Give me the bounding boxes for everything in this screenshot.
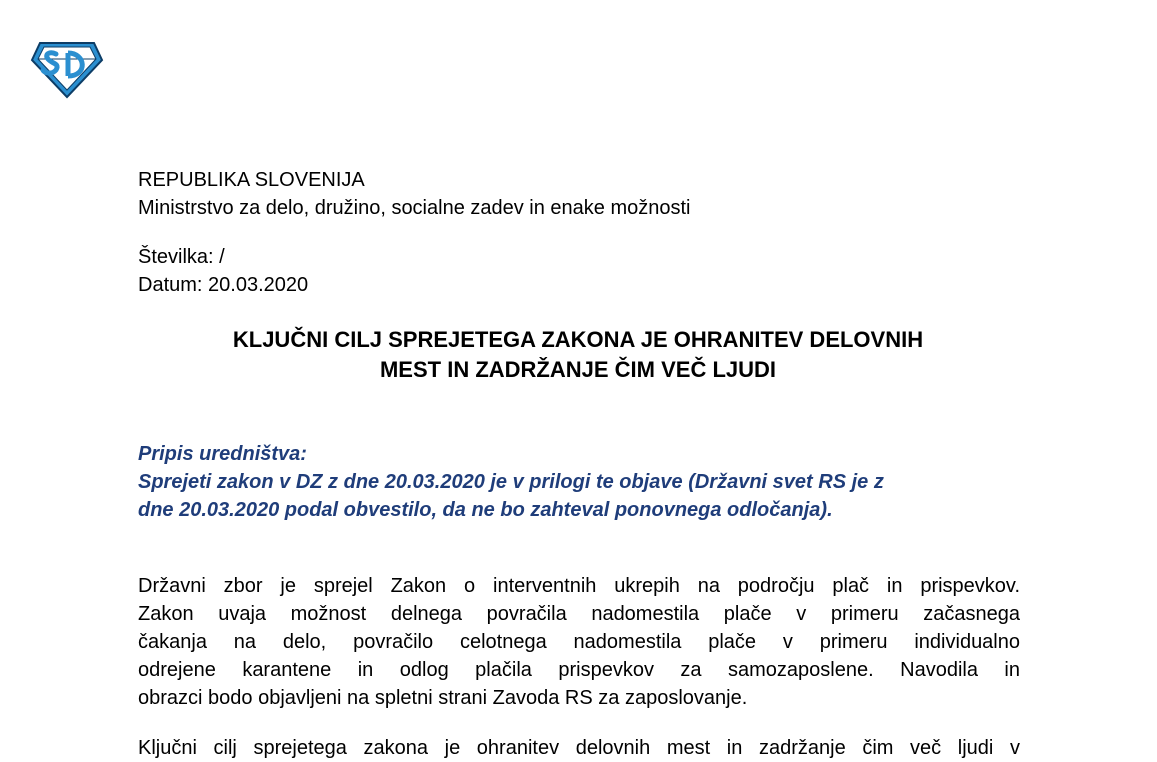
body-paragraph-1: [138, 572, 1020, 712]
ministry-name: Ministrstvo za delo, družino, socialne zadev in enake možnosti: [138, 197, 691, 219]
country-name: REPUBLIKA SLOVENIJA: [138, 169, 365, 191]
letterhead: [138, 166, 691, 222]
document-title: [138, 325, 1018, 385]
document-date: Datum: 20.03.2020: [138, 274, 309, 296]
editorial-note-line-1: Sprejeti zakon v DZ z dne 20.03.2020 je v prilogi te objave (Državni svet RS je z: [138, 471, 884, 493]
title-line-2: MEST IN ZADRŽANJE ČIM VEČ LJUDI: [379, 357, 777, 382]
paragraph-line: Državni zbor je sprejel Zakon o interventnih ukrepih na področju plač in prispevkov.: [138, 575, 1020, 597]
sd-diamond-logo-icon: [30, 40, 104, 100]
editorial-note-heading: Pripis uredništva:: [138, 443, 307, 465]
document-number: Številka: /: [138, 246, 225, 268]
document-reference: [138, 243, 308, 299]
paragraph-line: Zakon uvaja možnost delnega povračila nadomestila plače v primeru začasnega: [138, 603, 1020, 625]
body-paragraph-2-partial: Ključni cilj sprejetega zakona je ohranitev delovnih mest in zadržanje čim več ljudi v: [138, 737, 1020, 759]
title-line-1: KLJUČNI CILJ SPREJETEGA ZAKONA JE OHRANITEV DELOVNIH: [232, 327, 924, 352]
editorial-note-line-2: dne 20.03.2020 podal obvestilo, da ne bo zahteval ponovnega odločanja).: [138, 499, 833, 521]
editorial-note: [138, 440, 1028, 524]
paragraph-line: čakanja na delo, povračilo celotnega nadomestila plače v primeru individualno: [138, 631, 1020, 653]
paragraph-line: obrazci bodo objavljeni na spletni strani Zavoda RS za zaposlovanje.: [138, 687, 748, 709]
paragraph-line: odrejene karantene in odlog plačila prispevkov za samozaposlene. Navodila in: [138, 659, 1020, 681]
